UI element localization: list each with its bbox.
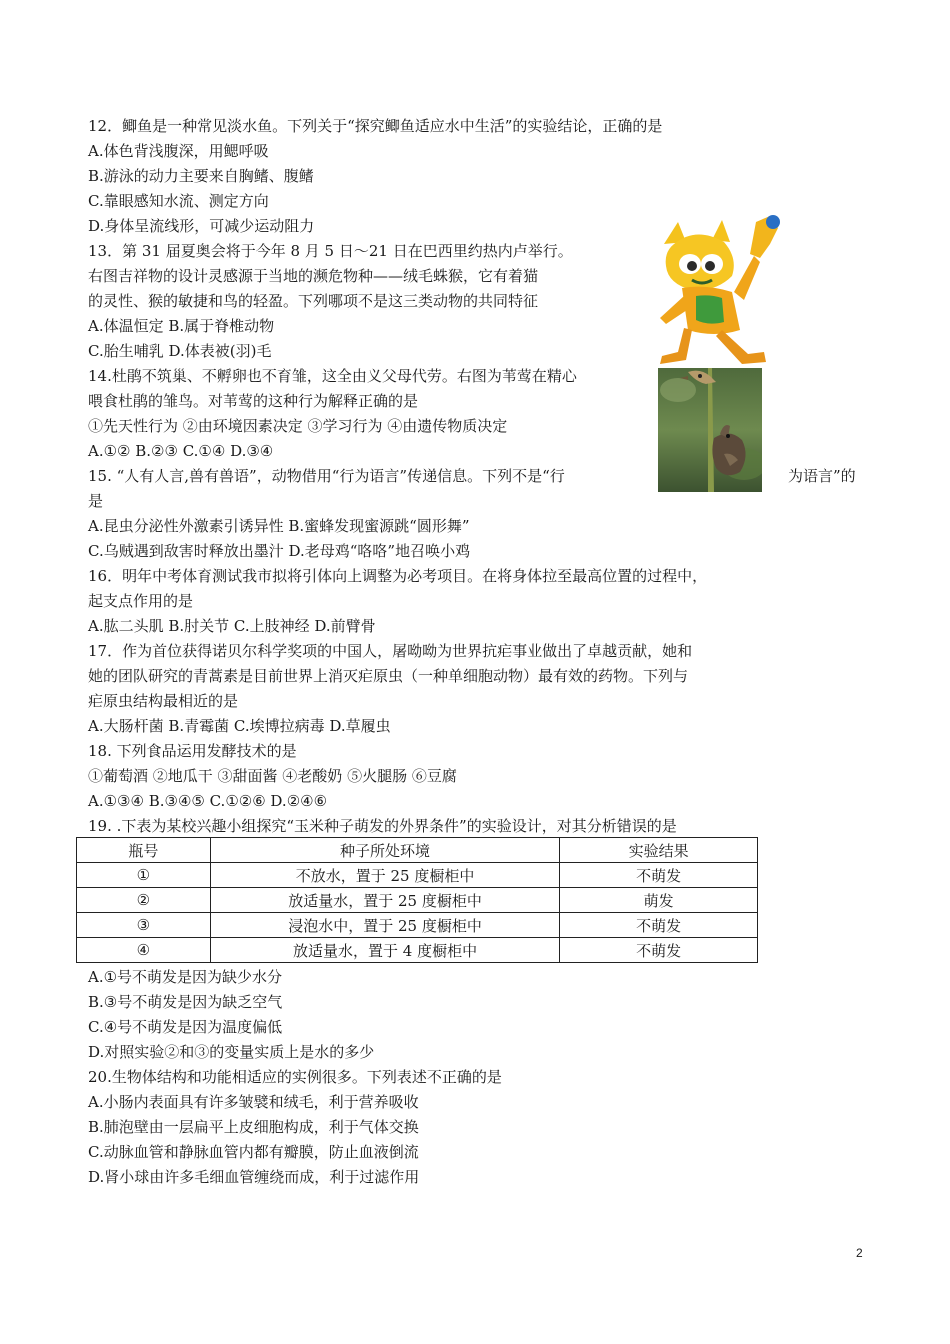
q15-options-ab: A.昆虫分泌性外激素引诱异性 B.蜜蜂发现蜜源跳“圆形舞” — [88, 517, 470, 535]
q20-stem: 20.生物体结构和功能相适应的实例很多。下列表述不正确的是 — [88, 1068, 502, 1086]
olympic-mascot-image — [652, 214, 784, 368]
q15-stem-line1: 15. “人有人言,兽有兽语”，动物借用“行为语言”传递信息。下列不是“行 — [88, 467, 565, 485]
q20-option-a: A.小肠内表面具有许多皱襞和绒毛，利于营养吸收 — [88, 1093, 419, 1111]
table-cell: 浸泡水中，置于 25 度橱柜中 — [210, 913, 559, 938]
table-cell: 放适量水，置于 25 度橱柜中 — [210, 888, 559, 913]
q16-stem-line1: 16．明年中考体育测试我市拟将引体向上调整为必考项目。在将身体拉至最高位置的过程中， — [88, 567, 708, 585]
q15-stem-line1-end: 为语言”的 — [788, 467, 856, 485]
q13-options-ab: A.体温恒定 B.属于脊椎动物 — [88, 317, 275, 335]
q13-stem-line3: 的灵性、猴的敏捷和鸟的轻盈。下列哪项不是这三类动物的共同特征 — [88, 292, 539, 310]
q18-options: A.①③④ B.③④⑤ C.①②⑥ D.②④⑥ — [88, 792, 328, 810]
table-cell: 放适量水，置于 4 度橱柜中 — [210, 938, 559, 963]
q12-option-b: B.游泳的动力主要来自胸鳍、腹鳍 — [88, 167, 314, 185]
table-cell: ① — [77, 863, 211, 888]
q19-stem: 19. .下表为某校兴趣小组探究“玉米种子萌发的外界条件”的实验设计，对其分析错误的是 — [88, 817, 677, 835]
table-cell: ② — [77, 888, 211, 913]
table-header-cell: 实验结果 — [560, 838, 758, 863]
q17-stem-line2: 她的团队研究的青蒿素是目前世界上消灭疟原虫（一种单细胞动物）最有效的药物。下列与 — [88, 667, 689, 685]
q19-option-b: B.③号不萌发是因为缺乏空气 — [88, 993, 283, 1011]
q12-option-a: A.体色背浅腹深，用鳃呼吸 — [88, 142, 269, 160]
q15-options-cd: C.乌贼遇到敌害时释放出墨汁 D.老母鸡“咯咯”地召唤小鸡 — [88, 542, 471, 560]
q15-stem-line2: 是 — [88, 492, 104, 510]
q17-stem-line3: 疟原虫结构最相近的是 — [88, 692, 239, 710]
q16-stem-line2: 起支点作用的是 — [88, 592, 194, 610]
q20-option-d: D.肾小球由许多毛细血管缠绕而成，利于过滤作用 — [88, 1168, 420, 1186]
experiment-table — [76, 837, 758, 963]
table-header-cell: 种子所处环境 — [210, 838, 559, 863]
q14-options: A.①② B.②③ C.①④ D.③④ — [88, 442, 274, 460]
q12-option-d: D.身体呈流线形，可减少运动阻力 — [88, 217, 315, 235]
q17-options: A.大肠杆菌 B.青霉菌 C.埃博拉病毒 D.草履虫 — [88, 717, 391, 735]
q18-stem: 18. 下列食品运用发酵技术的是 — [88, 742, 297, 760]
q13-options-cd: C.胎生哺乳 D.体表被(羽)毛 — [88, 342, 272, 360]
page-number: 2 — [856, 1246, 863, 1260]
q14-stem-line3: ①先天性行为 ②由环境因素决定 ③学习行为 ④由遗传物质决定 — [88, 417, 508, 435]
table-header-row — [77, 838, 758, 863]
table-row — [77, 888, 758, 913]
q20-option-c: C.动脉血管和静脉血管内都有瓣膜，防止血液倒流 — [88, 1143, 419, 1161]
q19-option-a: A.①号不萌发是因为缺少水分 — [88, 968, 283, 986]
table-cell: 不萌发 — [560, 938, 758, 963]
q19-option-c: C.④号不萌发是因为温度偏低 — [88, 1018, 283, 1036]
warbler-feeding-cuckoo-photo — [658, 368, 762, 492]
q14-stem-line2: 喂食杜鹃的雏鸟。对苇莺的这种行为解释正确的是 — [88, 392, 419, 410]
q17-stem-line1: 17．作为首位获得诺贝尔科学奖项的中国人，屠呦呦为世界抗疟事业做出了卓越贡献，她和 — [88, 642, 693, 660]
table-row — [77, 913, 758, 938]
q12-option-c: C.靠眼感知水流、测定方向 — [88, 192, 269, 210]
table-cell: ③ — [77, 913, 211, 938]
table-header-cell: 瓶号 — [77, 838, 211, 863]
q20-option-b: B.肺泡壁由一层扁平上皮细胞构成，利于气体交换 — [88, 1118, 419, 1136]
table-cell: ④ — [77, 938, 211, 963]
table-cell: 不萌发 — [560, 863, 758, 888]
q14-stem-line1: 14.杜鹃不筑巢、不孵卵也不育雏，这全由义父母代劳。右图为苇莺在精心 — [88, 367, 577, 385]
table-cell: 不放水，置于 25 度橱柜中 — [210, 863, 559, 888]
table-row — [77, 863, 758, 888]
q19-option-d: D.对照实验②和③的变量实质上是水的多少 — [88, 1043, 375, 1061]
q16-options: A.肱二头肌 B.肘关节 C.上肢神经 D.前臂骨 — [88, 617, 376, 635]
q12-stem: 12．鲫鱼是一种常见淡水鱼。下列关于“探究鲫鱼适应水中生活”的实验结论，正确的是 — [88, 117, 663, 135]
q18-items: ①葡萄酒 ②地瓜干 ③甜面酱 ④老酸奶 ⑤火腿肠 ⑥豆腐 — [88, 767, 457, 785]
table-cell: 不萌发 — [560, 913, 758, 938]
q13-stem-line2: 右图吉祥物的设计灵感源于当地的濒危物种——绒毛蛛猴，它有着猫 — [88, 267, 539, 285]
table-row — [77, 938, 758, 963]
table-cell: 萌发 — [560, 888, 758, 913]
q13-stem-line1: 13．第 31 届夏奥会将于今年 8 月 5 日～21 日在巴西里约热内卢举行。 — [88, 242, 573, 260]
